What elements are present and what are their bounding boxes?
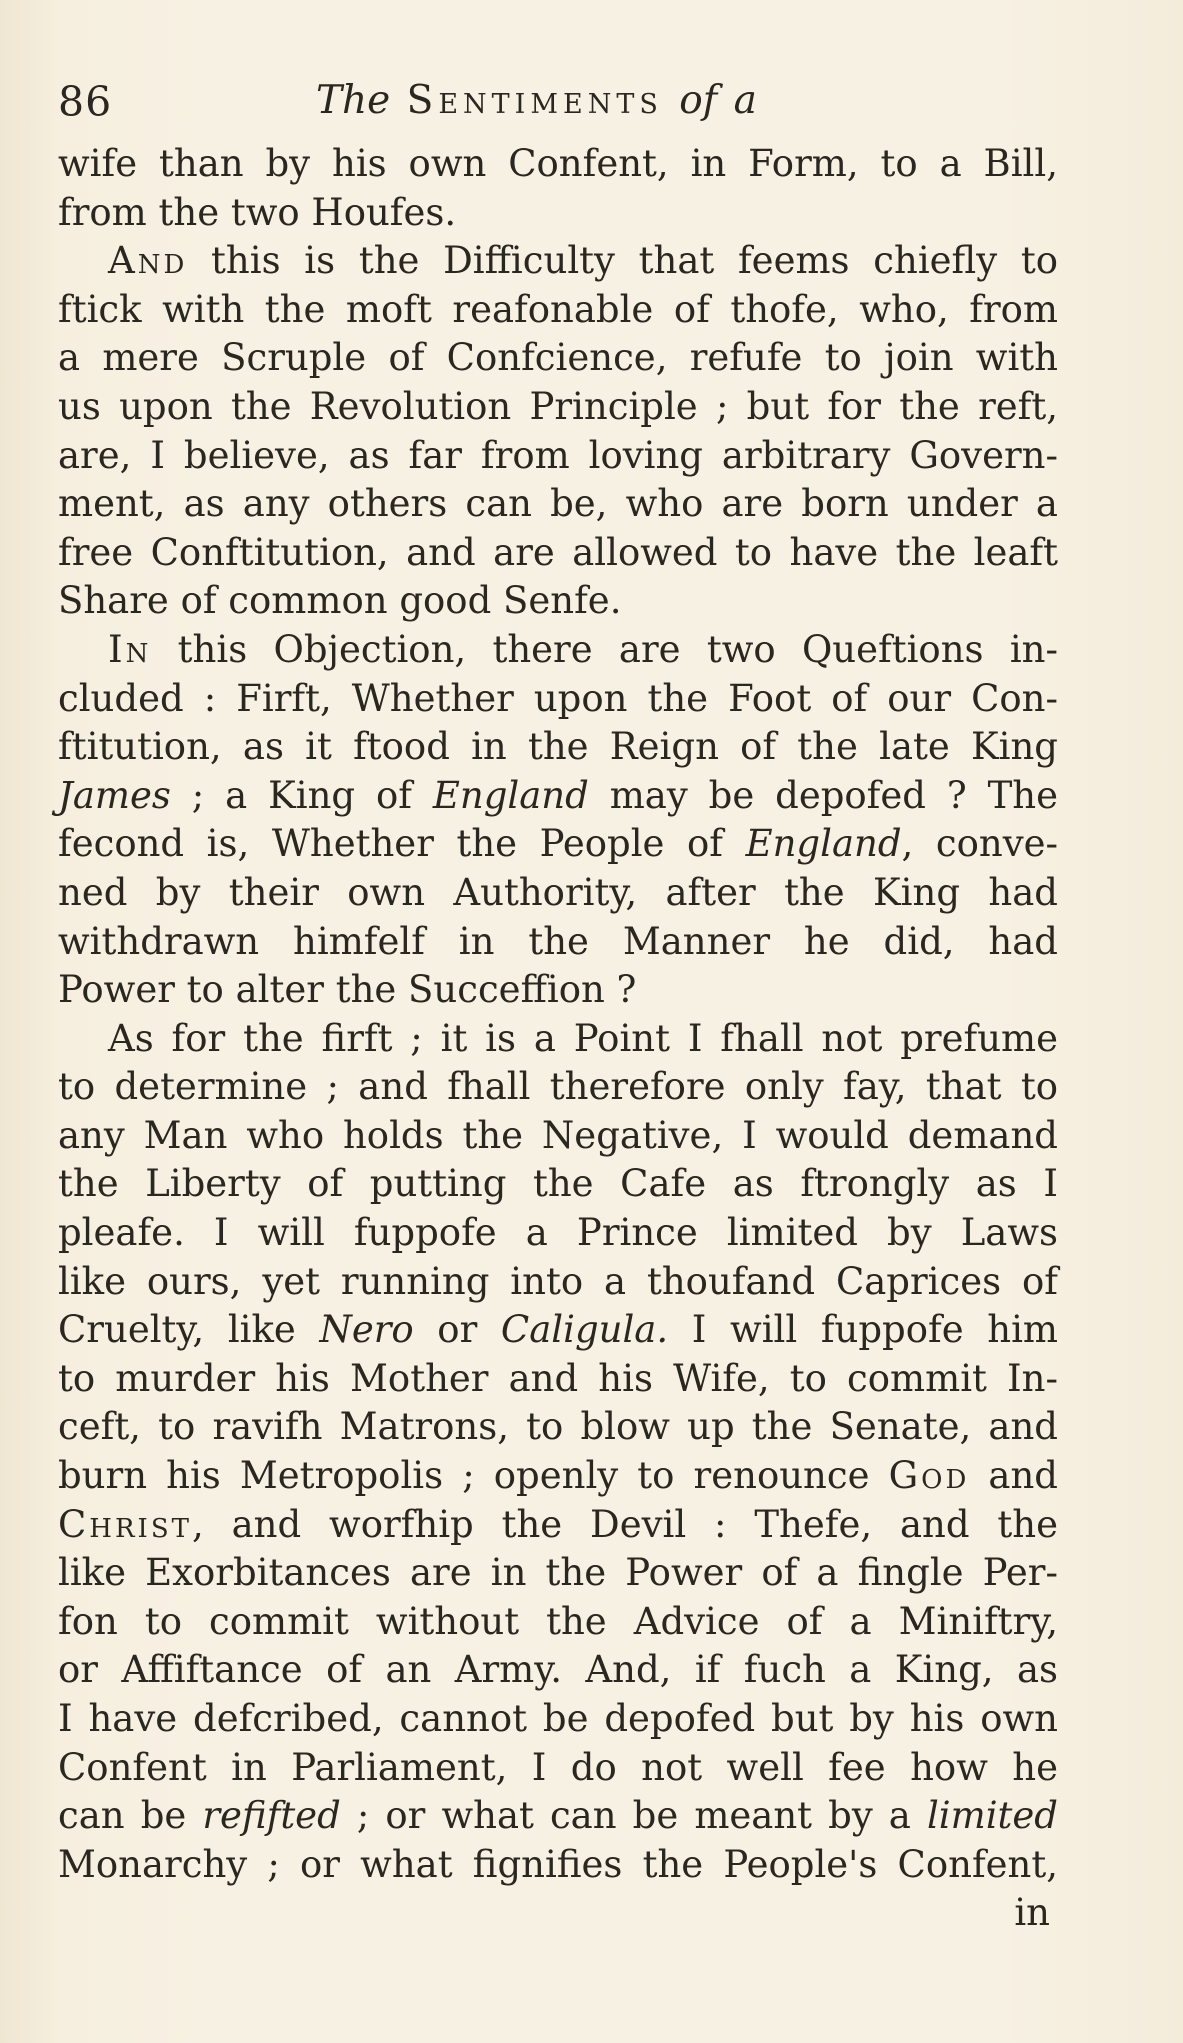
text-segment: from the two Houfes.: [58, 190, 457, 234]
text-line: [58, 1695, 1058, 1744]
text-line: [58, 820, 1058, 869]
text-line: [58, 1501, 1058, 1550]
text-segment: free Conftitution, and are allowed to have the leaft: [58, 530, 1058, 574]
text-segment: burn his Metropolis ; openly to renounce: [58, 1454, 889, 1498]
text-segment: or Affiftance of an Army. And, if fuch a King, as: [58, 1648, 1058, 1692]
page-number: 86: [58, 78, 113, 126]
text-line: [58, 237, 1058, 286]
text-segment: the Liberty of putting the Cafe as ftrongly as I: [58, 1162, 1058, 1206]
text-segment: like ours, yet running into a thoufand Caprices of: [58, 1259, 1058, 1303]
text-line: [58, 1549, 1058, 1598]
text-segment: are, I believe, as far from loving arbitrary Govern-: [58, 433, 1058, 477]
text-segment: I have defcribed, cannot be depofed but by his own: [58, 1697, 1058, 1740]
text-segment: I will fuppofe him: [668, 1308, 1058, 1352]
text-segment: wife than by his own Confent, in Form, to a Bill,: [58, 142, 1058, 185]
text-segment: Power to alter the Succeffion ?: [58, 968, 637, 1012]
text-segment: England: [432, 773, 589, 817]
text-line: [58, 529, 1058, 578]
text-line: [58, 772, 1058, 821]
text-segment: or: [413, 1308, 501, 1352]
text-segment: Christ: [58, 1502, 192, 1546]
text-segment: withdrawn himfelf in the Manner he did, had: [58, 919, 1058, 963]
text-line: [58, 577, 1058, 626]
text-line: [58, 869, 1058, 918]
text-line: [58, 334, 1058, 383]
text-segment: Confent in Parliament, I do not well fee how he: [58, 1745, 1058, 1789]
text-segment: ; a King of: [170, 773, 433, 817]
text-segment: Share of common good Senfe.: [58, 579, 622, 623]
text-segment: ftitution, as it ftood in the Reign of the late King: [58, 725, 1058, 769]
text-line: [58, 675, 1058, 724]
running-header: [58, 78, 1058, 138]
text-line: [58, 1112, 1058, 1161]
text-line: [58, 1744, 1058, 1793]
title-prefix: The: [316, 78, 391, 123]
text-line: [58, 1355, 1058, 1404]
text-segment: like Exorbitances are in the Power of a fingle Per-: [58, 1551, 1058, 1595]
text-line: [58, 1015, 1058, 1064]
text-segment: a mere Scruple of Confcience, refufe to join with: [58, 336, 1058, 380]
text-line: [58, 1598, 1058, 1647]
text-segment: can be: [58, 1794, 203, 1838]
text-segment: limited: [926, 1794, 1058, 1838]
text-segment: ment, as any others can be, who are born under a: [58, 482, 1058, 526]
catchword: in: [1014, 1891, 1050, 1935]
text-segment: this Objection, there are two Queftions in-: [151, 627, 1058, 671]
text-segment: cluded : Firft, Whether upon the Foot of our Con-: [58, 676, 1058, 720]
text-segment: Cruelty, like: [58, 1308, 320, 1352]
text-segment: , and worfhip the Devil : Thefe, and the: [191, 1502, 1058, 1546]
running-title: [316, 78, 757, 123]
text-line: [58, 286, 1058, 335]
text-line: [58, 1063, 1058, 1112]
text-segment: us upon the Revolution Principle ; but for the reft,: [58, 384, 1058, 428]
text-line: [58, 966, 1058, 1015]
text-segment: ftick with the moft reafonable of thofe, who, from: [58, 287, 1058, 331]
title-suffix: a: [733, 78, 757, 123]
title-of: of: [679, 78, 718, 123]
text-segment: Nero: [319, 1308, 414, 1352]
text-line: [58, 1403, 1058, 1452]
text-segment: ned by their own Authority, after the King had: [58, 870, 1058, 914]
text-line: [58, 626, 1058, 675]
text-segment: pleafe. I will fuppofe a Prince limited by Laws: [58, 1211, 1058, 1255]
text-segment: may be depofed ? The: [588, 773, 1059, 817]
text-line: [58, 1841, 1058, 1890]
text-segment: to determine ; and fhall therefore only fay, that to: [58, 1065, 1058, 1109]
body-text: [58, 140, 1058, 1938]
text-segment: fecond is, Whether the People of: [58, 822, 746, 866]
text-segment: Caligula.: [500, 1308, 669, 1352]
text-line: [58, 140, 1058, 189]
text-segment: And: [108, 239, 188, 283]
text-line: [58, 1160, 1058, 1209]
text-segment: Monarchy ; or what fignifies the People's Confent,: [58, 1842, 1058, 1886]
title-main: Sentiments: [406, 78, 663, 123]
text-line: [58, 1258, 1058, 1307]
text-line: [58, 1306, 1058, 1355]
text-segment: any Man who holds the Negative, I would demand: [58, 1113, 1058, 1157]
text-segment: this is the Difficulty that feems chiefly to: [187, 239, 1058, 283]
text-line: [58, 1792, 1058, 1841]
text-line: [58, 1209, 1058, 1258]
text-segment: fon to commit without the Advice of a Miniftry,: [58, 1599, 1058, 1643]
text-line: [58, 1646, 1058, 1695]
text-segment: As for the firft ; it is a Point I fhall not prefume: [108, 1016, 1058, 1060]
text-segment: God: [888, 1454, 970, 1498]
text-segment: , conve-: [901, 822, 1058, 866]
text-line: [58, 918, 1058, 967]
text-segment: In: [108, 627, 152, 671]
text-segment: James: [58, 773, 171, 817]
text-line: [58, 383, 1058, 432]
text-segment: England: [745, 822, 902, 866]
text-line: [58, 189, 1058, 238]
text-line: [58, 480, 1058, 529]
text-line: [58, 723, 1058, 772]
text-segment: ceft, to ravifh Matrons, to blow up the Senate, and: [58, 1405, 1058, 1449]
text-line: [58, 432, 1058, 481]
text-segment: refifted: [202, 1794, 341, 1838]
text-line: [58, 1452, 1058, 1501]
text-segment: ; or what can be meant by a: [340, 1794, 927, 1838]
text-segment: and: [969, 1454, 1058, 1498]
text-segment: to murder his Mother and his Wife, to commit In-: [58, 1356, 1058, 1400]
